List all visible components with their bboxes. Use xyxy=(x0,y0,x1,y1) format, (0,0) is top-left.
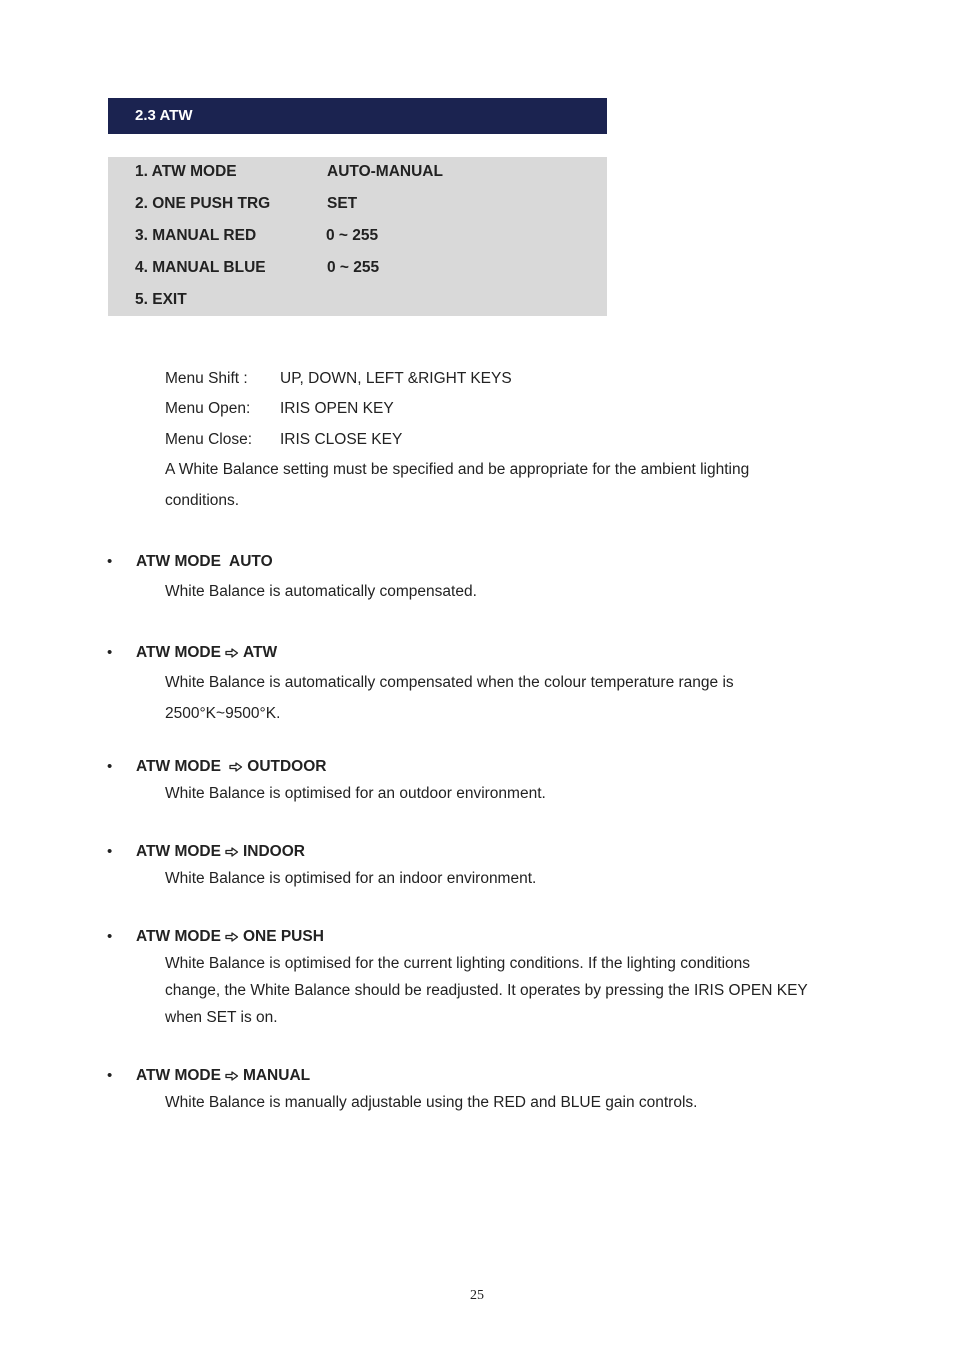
menu-key: 1. ATW MODE xyxy=(135,163,237,180)
arrow-right-icon xyxy=(225,932,239,942)
bullet-desc: White Balance is automatically compensated when the colour temperature range is xyxy=(165,674,734,691)
bullet-dot: • xyxy=(107,928,113,945)
bullet-prefix: ATW MODE xyxy=(136,928,221,945)
bullet-prefix: ATW MODE xyxy=(136,843,221,860)
bullet-desc: 2500°K~9500°K. xyxy=(165,705,281,722)
menu-open-line xyxy=(165,400,394,418)
menu-open-label: Menu Open: xyxy=(165,400,251,417)
menu-value: AUTO-MANUAL xyxy=(327,163,443,180)
bullet-mode: ATW xyxy=(242,644,278,661)
bullet-prefix: ATW MODE xyxy=(136,758,221,775)
menu-value: 0 ~ 255 xyxy=(326,227,379,244)
menu-close-label: Menu Close: xyxy=(165,431,253,448)
section-title: 2.3 ATW xyxy=(135,107,193,124)
bullet-desc: change, the White Balance should be readjusted. It operates by pressing the IRIS OPEN KEY xyxy=(165,982,808,999)
bullet-title-one-push xyxy=(136,928,324,946)
bullet-desc: White Balance is optimised for an outdoor environment. xyxy=(165,785,546,802)
bullet-mode: AUTO xyxy=(229,553,273,570)
bullet-dot: • xyxy=(107,758,113,775)
intro-line-1: A White Balance setting must be specified and be appropriate for the ambient lighting xyxy=(165,461,750,478)
menu-value: 0 ~ 255 xyxy=(327,259,380,276)
menu-key: 3. MANUAL RED xyxy=(135,227,257,244)
bullet-desc: White Balance is automatically compensated. xyxy=(165,583,477,600)
bullet-prefix: ATW MODE xyxy=(136,1067,221,1084)
menu-key: 4. MANUAL BLUE xyxy=(135,259,266,276)
bullet-dot: • xyxy=(107,843,113,860)
bullet-title-indoor xyxy=(136,843,305,861)
menu-table xyxy=(108,157,607,316)
bullet-prefix: ATW MODE xyxy=(136,553,221,570)
bullet-mode: MANUAL xyxy=(242,1067,311,1084)
bullet-desc: White Balance is manually adjustable using the RED and BLUE gain controls. xyxy=(165,1094,698,1111)
menu-key: 5. EXIT xyxy=(135,291,187,308)
section-header xyxy=(108,98,607,134)
menu-value: SET xyxy=(327,195,358,212)
menu-close-line xyxy=(165,431,402,449)
menu-key: 2. ONE PUSH TRG xyxy=(135,195,271,212)
bullet-dot: • xyxy=(107,644,113,661)
bullet-title-atw xyxy=(136,644,277,662)
bullet-dot: • xyxy=(107,1067,113,1084)
bullet-title-outdoor xyxy=(136,758,326,776)
bullet-mode: OUTDOOR xyxy=(247,758,327,775)
bullet-mode: ONE PUSH xyxy=(242,928,324,945)
page-number: 25 xyxy=(470,1288,484,1303)
menu-shift-value: UP, DOWN, LEFT &RIGHT KEYS xyxy=(280,370,512,387)
arrow-right-icon xyxy=(229,762,243,772)
menu-open-value: IRIS OPEN KEY xyxy=(280,400,394,417)
bullet-title-manual xyxy=(136,1067,310,1085)
bullet-mode: INDOOR xyxy=(242,843,305,860)
bullet-desc: White Balance is optimised for the current lighting conditions. If the lighting conditions xyxy=(165,955,751,972)
bullet-desc: White Balance is optimised for an indoor environment. xyxy=(165,870,537,887)
bullet-desc: when SET is on. xyxy=(165,1009,278,1026)
bullet-prefix: ATW MODE xyxy=(136,644,221,661)
bullet-dot: • xyxy=(107,553,113,570)
arrow-right-icon xyxy=(225,648,239,658)
arrow-right-icon xyxy=(225,1071,239,1081)
menu-shift-label: Menu Shift : xyxy=(165,370,248,387)
menu-shift-line xyxy=(165,370,512,388)
intro-line-2: conditions. xyxy=(165,492,240,509)
bullet-title-auto xyxy=(136,553,273,571)
arrow-right-icon xyxy=(225,847,239,857)
menu-close-value: IRIS CLOSE KEY xyxy=(280,431,403,448)
